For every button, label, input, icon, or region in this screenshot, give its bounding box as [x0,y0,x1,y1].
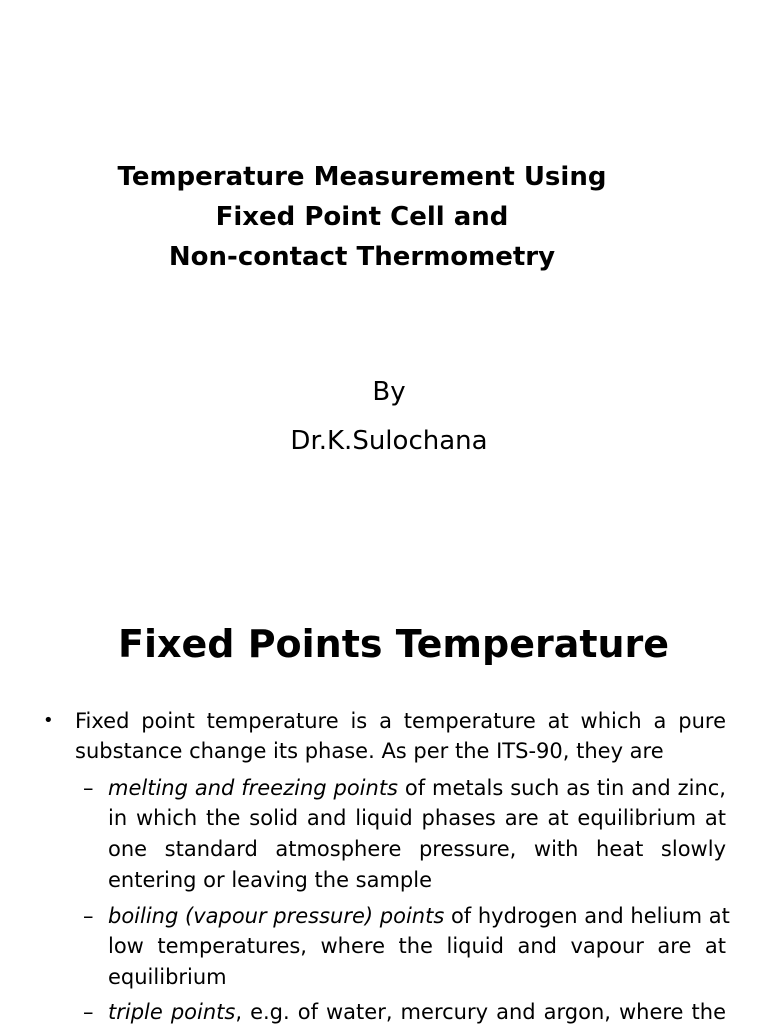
sub-item-line: in which the solid and liquid phases are at equilibrium at [108,806,726,830]
sub-item-line: one standard atmosphere pressure, with heat slowly [108,837,726,861]
sub-item-line: entering or leaving the sample [108,868,433,892]
sub-item-line [108,997,726,1028]
sub-item-emphasis: melting and freezing points [108,776,398,800]
bullet-icon: • [43,710,54,731]
dash-icon: – [83,904,94,928]
dash-icon: – [83,776,94,800]
sub-item-emphasis: boiling (vapour pressure) points [108,904,445,928]
sub-item-text: of metals such as tin and zinc, [398,776,726,800]
title-line-1: Temperature Measurement Using [117,162,607,192]
sub-item-line [108,773,726,804]
title-line-2: Fixed Point Cell and [215,202,509,232]
title-line-3: Non-contact Thermometry [168,242,556,272]
sub-item-line: low temperatures, where the liquid and vapour are at [108,934,726,958]
sub-item-line [108,901,730,932]
bullet-line: substance change its phase. As per the ITS-90, they are [75,739,664,763]
author-name: Dr.K.Sulochana [290,426,488,456]
dash-icon: – [83,1000,94,1024]
bullet-line: Fixed point temperature is a temperature at which a pure [75,709,726,733]
slide-title: Fixed Points Temperature [118,622,670,666]
sub-item-emphasis: triple points [108,1000,236,1024]
sub-item-text: of hydrogen and helium at [444,904,730,928]
by-label: By [372,377,406,407]
sub-item-line: equilibrium [108,965,227,989]
sub-item-text: , e.g. of water, mercury and argon, where the [235,1000,726,1024]
